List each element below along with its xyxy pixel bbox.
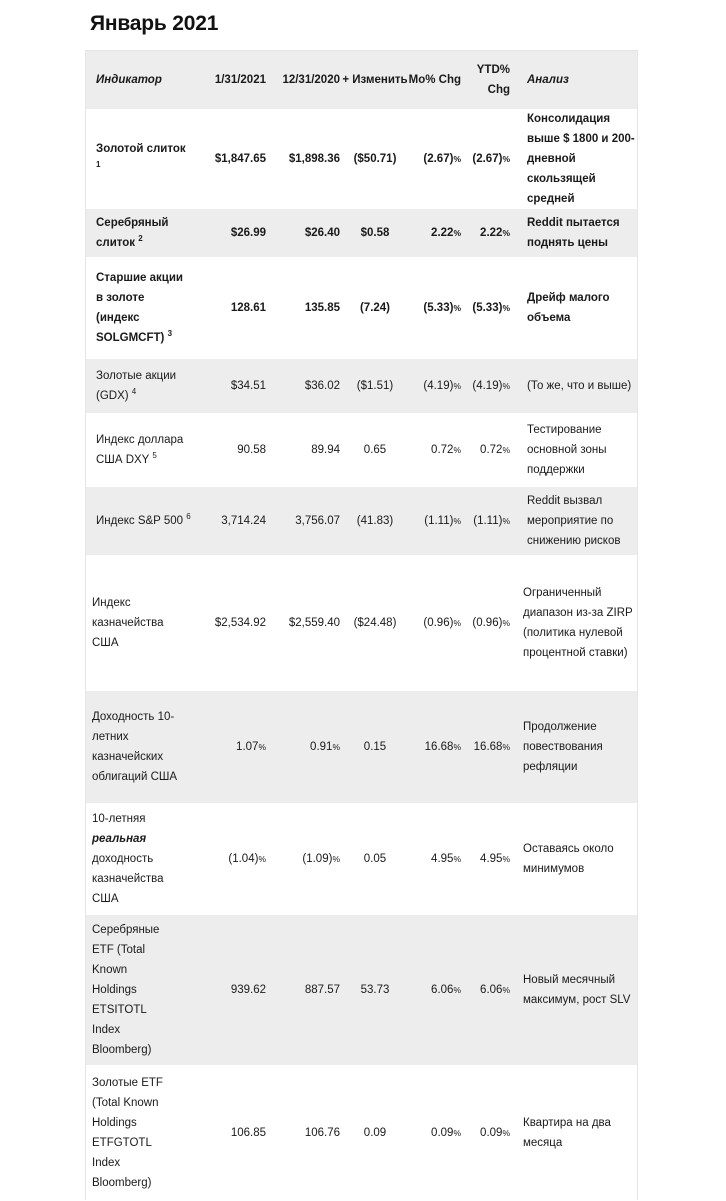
indicator-name: Старшие акции в золоте (индекс SOLGMCFT) $^3$ — [96, 272, 183, 344]
value-2020: $36.02 — [304, 380, 340, 392]
analysis-text: Квартира на два месяца — [523, 1117, 611, 1149]
mo-chg-value: (2.67)% — [423, 153, 461, 165]
table-row — [86, 915, 637, 1065]
value-2021: $2,534.92 — [214, 617, 266, 629]
analysis-text: (То же, что и выше) — [527, 380, 632, 392]
header-ytd-chg: YTD% Chg — [476, 64, 510, 96]
mo-chg-value: 0.09% — [431, 1127, 461, 1139]
ytd-chg-value: (2.67)% — [472, 153, 510, 165]
header-change: + Изменить — [342, 74, 408, 86]
change-value: ($50.71) — [353, 153, 397, 165]
ytd-chg-value: (0.96)% — [472, 617, 510, 629]
table-row — [86, 257, 637, 359]
change-value: 0.15 — [363, 741, 387, 753]
analysis-text: Ограниченный диапазон из-за ZIRP (политика нулевой процентной ставки) — [523, 587, 633, 659]
value-2020: (1.09) % — [302, 853, 340, 865]
value-2020: 106.76 — [304, 1127, 340, 1139]
indicator-name: Индекс казначейства США — [92, 597, 164, 649]
ytd-chg-value: 0.09% — [480, 1127, 510, 1139]
value-2020: $1,898.36 — [288, 153, 340, 165]
indicator-name: Серебряный слиток $^2$ — [96, 217, 169, 249]
indicator-name: Золотые ETF (Total Known Holdings ETFGTOTL Index Bloomberg) — [92, 1077, 163, 1189]
change-value: ($24.48) — [353, 617, 397, 629]
change-value: 0.09 — [363, 1127, 387, 1139]
ytd-chg-value: 6.06% — [480, 984, 510, 996]
header-mo-chg: Mo% Chg — [408, 74, 461, 86]
indicator-name: Доходность 10-летних казначейских облигаций США — [92, 711, 178, 783]
header-analysis: Анализ — [527, 74, 569, 86]
value-2021: (1.04) % — [228, 853, 266, 865]
analysis-text: Reddit пытается поднять цены — [527, 217, 620, 249]
mo-chg-value: (0.96)% — [423, 617, 461, 629]
ytd-chg-value: (1.11)% — [473, 515, 510, 527]
table-row — [86, 413, 637, 487]
value-2021: $1,847.65 — [214, 153, 266, 165]
mo-chg-value: (5.33)% — [423, 302, 461, 314]
ytd-chg-value: 16.68% — [473, 741, 510, 753]
value-2021: $34.51 — [230, 380, 266, 392]
analysis-text: Тестирование основной зоны поддержки — [527, 424, 607, 476]
change-value: ($1.51) — [356, 380, 394, 392]
analysis-text: Консолидация выше $ 1800 и 200-дневной скользящей средней — [527, 113, 635, 205]
indicator-name: Индекс S&P 500 $^6$ — [96, 512, 191, 527]
indicators-table — [85, 50, 638, 1200]
value-2021: 106.85 — [230, 1127, 266, 1139]
value-2021: 3,714.24 — [221, 515, 266, 527]
mo-chg-value: 16.68% — [424, 741, 461, 753]
change-value: 53.73 — [360, 984, 390, 996]
mo-chg-value: (1.11)% — [424, 515, 461, 527]
change-value: (41.83) — [356, 515, 394, 527]
header-date-2021: 1/31/2021 — [214, 74, 266, 86]
page-title: Январь 2021 — [90, 12, 219, 35]
analysis-text: Reddit вызвал мероприятие по снижению рисков — [527, 495, 621, 547]
change-value: (7.24) — [359, 302, 391, 314]
indicator-name: 10-летняя реальная доходность казначейства США — [92, 813, 164, 905]
value-2020: 3,756.07 — [295, 515, 340, 527]
header-date-2020: 12/31/2020 — [282, 74, 340, 86]
mo-chg-value: 6.06% — [431, 984, 461, 996]
value-2020: 0.91 % — [310, 741, 340, 753]
value-2020: 89.94 — [311, 444, 340, 456]
value-2020: $2,559.40 — [288, 617, 340, 629]
ytd-chg-value: 2.22% — [480, 227, 510, 239]
ytd-chg-value: (5.33)% — [472, 302, 510, 314]
value-2020: $26.40 — [304, 227, 340, 239]
mo-chg-value: 4.95% — [431, 853, 461, 865]
indicator-name: Индекс доллара США DXY $^5$ — [96, 434, 184, 466]
value-2021: 90.58 — [237, 444, 266, 456]
table-header — [86, 51, 637, 109]
table-row — [86, 359, 637, 413]
ytd-chg-value: 0.72% — [480, 444, 510, 456]
value-2021: 1.07 % — [236, 741, 266, 753]
indicator-name: Золотой слиток $^1$ — [96, 143, 186, 170]
value-2020: 135.85 — [304, 302, 340, 314]
mo-chg-value: 0.72% — [431, 444, 461, 456]
analysis-text: Продолжение повествования рефляции — [523, 721, 603, 773]
mo-chg-value: 2.22% — [431, 227, 461, 239]
analysis-text: Оставаясь около минимумов — [523, 843, 614, 875]
indicator-name: Серебряные ETF (Total Known Holdings ETSITOTL Index Bloomberg) — [92, 924, 160, 1056]
table-row — [86, 803, 637, 915]
table-row — [86, 555, 637, 691]
value-2020: 887.57 — [304, 984, 340, 996]
analysis-text: Дрейф малого объема — [527, 292, 610, 324]
change-value: 0.05 — [363, 853, 387, 865]
table-row — [86, 1065, 637, 1201]
value-2021: 939.62 — [230, 984, 266, 996]
change-value: 0.65 — [363, 444, 387, 456]
analysis-text: Новый месячный максимум, рост SLV — [523, 974, 631, 1006]
header-indicator: Индикатор — [96, 74, 162, 86]
indicator-name: Золотые акции (GDX) $^4$ — [96, 370, 177, 402]
table-row — [86, 691, 637, 803]
change-value: $0.58 — [360, 227, 390, 239]
table-row — [86, 109, 637, 209]
table-row — [86, 209, 637, 257]
ytd-chg-value: 4.95% — [480, 853, 510, 865]
mo-chg-value: (4.19)% — [423, 380, 461, 392]
value-2021: $26.99 — [230, 227, 266, 239]
table-row — [86, 487, 637, 555]
ytd-chg-value: (4.19)% — [472, 380, 510, 392]
value-2021: 128.61 — [230, 302, 266, 314]
